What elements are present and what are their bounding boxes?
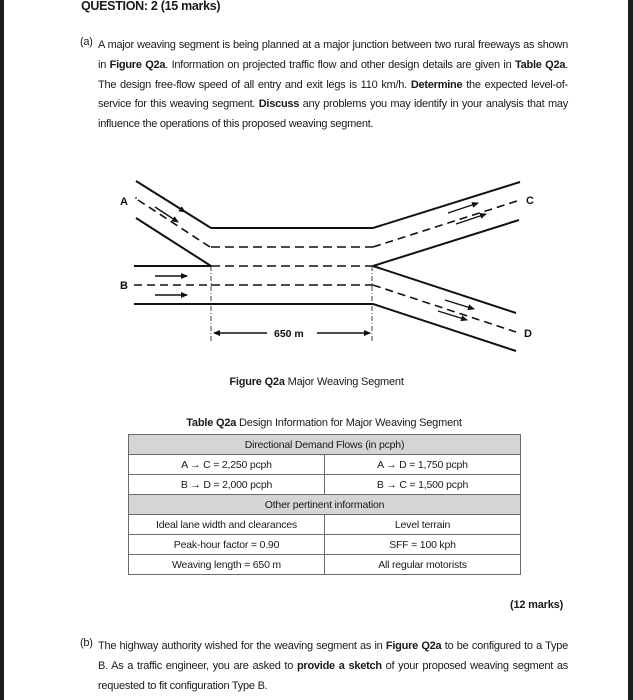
part-b-label: (b): [80, 637, 93, 649]
table-caption: Table Q2a Design Information for Major Weaving Segment: [186, 417, 462, 429]
question-title: QUESTION: 2 (15 marks): [81, 0, 221, 13]
part-a-marks: (12 marks): [510, 599, 564, 611]
table-section-header: Other pertinent information: [129, 495, 521, 515]
table-row: B → D = 2,000 pcph B → C = 1,500 pcph: [129, 475, 521, 495]
leg-c-road: [373, 182, 520, 266]
design-info-table: [128, 434, 521, 575]
weaving-section: [211, 228, 373, 304]
part-b-text: The highway authority wished for the weaving segment as in Figure Q2a to be configured to a Type B. As a traffic engineer, you are asked to provide a sketch of your proposed weaving segment as requested to fit configuration Type B.: [98, 640, 568, 692]
weaving-length-label: 650 m: [274, 328, 304, 340]
leg-a-road: [136, 181, 211, 266]
leg-d-road: [373, 266, 516, 351]
part-a-text: A major weaving segment is being planned at a major junction between two rural freeways as shown in Figure Q2a. Information on projected traffic flow and other design details are given in Table Q2a. The design free-flow speed of all entry and exit legs is 110 km/h. Determine the expected level-of-service for this weaving segment. Discuss any problems you may identify in your analysis that may influence the operations of this proposed weaving segment.: [98, 39, 569, 131]
direction-arrows: [155, 197, 486, 320]
table-row: A → C = 2,250 pcph A → D = 1,750 pcph: [129, 455, 521, 475]
figure-caption: Figure Q2a Major Weaving Segment: [229, 376, 404, 388]
leg-d-label: D: [524, 328, 532, 340]
table-row: Weaving length = 650 m All regular motorists: [129, 555, 521, 575]
leg-c-label: C: [526, 195, 534, 207]
table-row: Ideal lane width and clearances Level terrain: [129, 515, 521, 535]
table-section-header: Directional Demand Flows (in pcph): [129, 435, 521, 455]
leg-b-road: [134, 266, 211, 304]
leg-b-label: B: [120, 280, 128, 292]
table-row: Peak-hour factor = 0.90 SFF = 100 kph: [129, 535, 521, 555]
leg-a-label: A: [120, 196, 128, 208]
part-a-label: (a): [80, 36, 93, 48]
